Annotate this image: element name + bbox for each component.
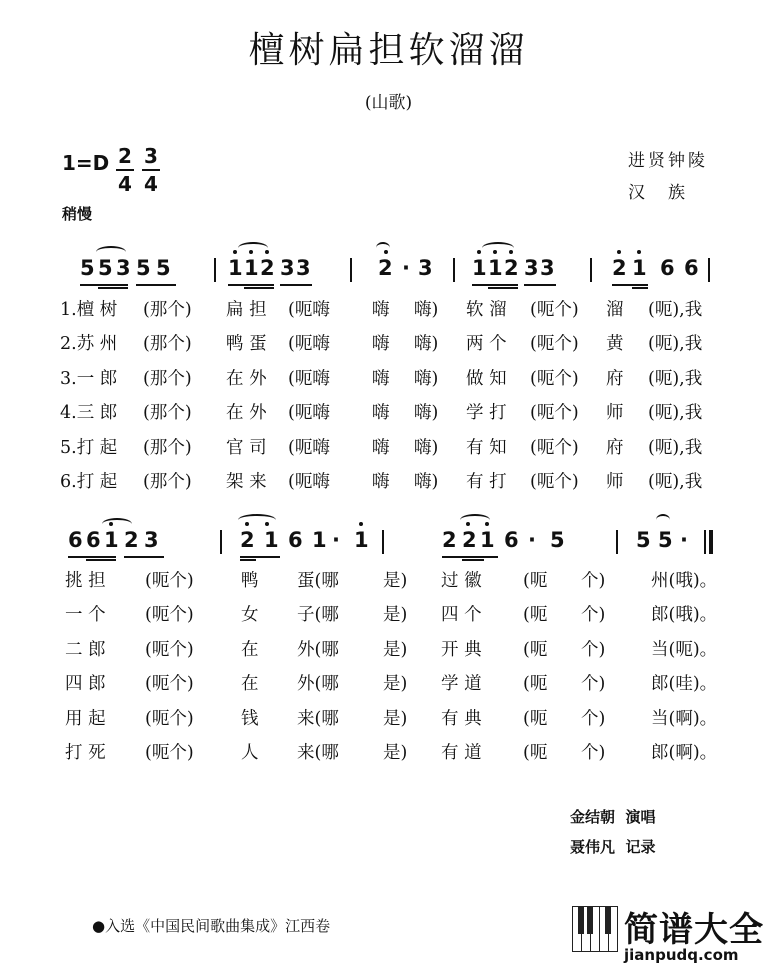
lyric-word: (呃嗨 xyxy=(288,368,330,389)
lyric-word: 在 外 xyxy=(226,403,267,424)
beam-underline xyxy=(280,284,312,286)
lyric-word: 是) xyxy=(383,674,408,695)
barline xyxy=(350,258,352,282)
beam-underline xyxy=(228,284,274,286)
lyric-word: (呃个) xyxy=(145,605,194,626)
lyric-word: 人 xyxy=(241,743,259,763)
lyric-word: 2.苏 州 xyxy=(60,334,118,355)
lyric-word: 来(哪 xyxy=(297,708,339,729)
lyric-word: (呃个) xyxy=(530,403,579,424)
lyric-word: 开 典 xyxy=(441,639,482,660)
lyric-word: 有 道 xyxy=(441,743,482,763)
lyric-word: 在 外 xyxy=(226,368,267,389)
lyric-word: (呃个) xyxy=(530,472,579,492)
lyric-word: 嗨 xyxy=(372,403,390,424)
note: 3 xyxy=(116,256,131,280)
beam-underline xyxy=(462,559,484,561)
octave-dot xyxy=(637,250,641,254)
beam-underline xyxy=(124,556,164,558)
lyric-word: 嗨) xyxy=(414,437,439,458)
lyric-word: 黄 xyxy=(606,334,624,355)
page-title: 檀树扁担软溜溜 xyxy=(248,30,529,71)
lyric-word: (呃 xyxy=(523,571,548,591)
lyric-word: (呃),我 xyxy=(648,334,703,355)
barline xyxy=(214,258,216,282)
notation-line-2 xyxy=(68,528,728,562)
note: 3 xyxy=(524,256,539,280)
note: 5 xyxy=(636,528,651,552)
lyric-word: (呃嗨 xyxy=(288,334,330,355)
lyric-word: (呃个) xyxy=(145,743,194,763)
time-signature-1: 2 4 xyxy=(116,144,134,196)
note: 5 xyxy=(156,256,171,280)
lyric-word: 扁 担 xyxy=(226,300,267,320)
barline xyxy=(708,258,710,282)
note: 2 xyxy=(442,528,457,552)
lyric-word: 郎(哇)。 xyxy=(651,674,718,695)
beam-underline xyxy=(136,284,176,286)
logo-text: 简谱大全 xyxy=(624,910,764,950)
slur-arc xyxy=(460,514,490,526)
lyric-word: 官 司 xyxy=(226,437,267,458)
lyric-word: 两 个 xyxy=(466,334,507,355)
lyric-word: 溜 xyxy=(606,300,624,320)
lyric-word: 嗨) xyxy=(414,334,439,355)
lyric-word: (呃个) xyxy=(530,300,579,320)
lyric-word: 在 xyxy=(241,639,259,660)
lyric-word: 当(呃)。 xyxy=(651,639,718,660)
lyric-word: 鸭 蛋 xyxy=(226,334,267,355)
note: 1 xyxy=(480,528,495,552)
lyric-word: 女 xyxy=(241,605,259,626)
note: 3 xyxy=(418,256,433,280)
lyric-word: 嗨) xyxy=(414,472,439,492)
piano-keys-icon xyxy=(572,906,616,950)
lyric-word: 钱 xyxy=(241,708,259,729)
lyric-word: 一 个 xyxy=(65,605,106,626)
lyric-word: 府 xyxy=(606,368,624,389)
notation-line-1 xyxy=(80,256,730,290)
lyric-word: 有 典 xyxy=(441,708,482,729)
lyric-word: 软 溜 xyxy=(466,300,507,320)
lyric-word: (呃),我 xyxy=(648,300,703,320)
lyric-word: (那个) xyxy=(143,368,192,389)
lyric-word: 1.檀 树 xyxy=(60,300,118,320)
lyric-word: 嗨 xyxy=(372,300,390,320)
lyric-word: 是) xyxy=(383,571,408,591)
note: 1 xyxy=(264,528,279,552)
slur-arc xyxy=(376,242,390,254)
lyric-word: (呃 xyxy=(523,743,548,763)
barline xyxy=(220,530,222,554)
lyric-word: (呃),我 xyxy=(648,368,703,389)
lyric-word: 4.三 郎 xyxy=(60,403,118,424)
lyric-word: 个) xyxy=(581,743,606,763)
lyric-word: 外(哪 xyxy=(297,639,339,660)
lyric-word: (呃个) xyxy=(145,708,194,729)
lyric-word: (呃 xyxy=(523,639,548,660)
lyric-word: 师 xyxy=(606,403,624,424)
singer-credit: 金结朝 演唱 xyxy=(570,808,656,826)
lyric-word: 蛋(哪 xyxy=(297,571,339,591)
lyric-word: 学 打 xyxy=(466,403,507,424)
lyric-word: 嗨 xyxy=(372,437,390,458)
octave-dot xyxy=(477,250,481,254)
lyric-word: 有 知 xyxy=(466,437,507,458)
beam-underline xyxy=(524,284,556,286)
note: · xyxy=(528,528,536,552)
beam-underline xyxy=(86,559,116,561)
lyric-word: (呃 xyxy=(523,708,548,729)
lyric-word: (呃嗨 xyxy=(288,437,330,458)
lyric-word: 来(哪 xyxy=(297,743,339,763)
logo-url: jianpudq.com xyxy=(624,946,739,964)
lyric-word: 嗨) xyxy=(414,300,439,320)
note: 3 xyxy=(280,256,295,280)
recorder-credit: 聂伟凡 记录 xyxy=(570,838,656,856)
lyric-word: 郎(啊)。 xyxy=(651,743,718,763)
lyric-word: 嗨 xyxy=(372,334,390,355)
lyric-word: 鸭 xyxy=(241,571,259,591)
lyric-word: 个) xyxy=(581,674,606,695)
beam-underline xyxy=(244,287,274,289)
barline xyxy=(382,530,384,554)
lyric-word: (那个) xyxy=(143,403,192,424)
lyric-word: (呃个) xyxy=(145,571,194,591)
key-signature: 1=D xyxy=(62,151,110,175)
note: 3 xyxy=(144,528,159,552)
note: · xyxy=(332,528,340,552)
slur-arc xyxy=(656,514,670,526)
note: · xyxy=(402,256,410,280)
lyric-word: (呃个) xyxy=(530,334,579,355)
note: 6 xyxy=(288,528,303,552)
slur-arc xyxy=(102,518,132,530)
lyric-word: 个) xyxy=(581,708,606,729)
barline xyxy=(616,530,618,554)
note: 2 xyxy=(378,256,393,280)
lyric-word: 过 徽 xyxy=(441,571,482,591)
lyric-word: 做 知 xyxy=(466,368,507,389)
beam-underline xyxy=(80,284,128,286)
lyric-word: 3.一 郎 xyxy=(60,368,118,389)
barline xyxy=(590,258,592,282)
lyric-word: 州(哦)。 xyxy=(651,571,718,591)
lyric-word: 二 郎 xyxy=(65,639,106,660)
beam-underline xyxy=(612,284,648,286)
note: 6 xyxy=(68,528,83,552)
lyric-word: (那个) xyxy=(143,300,192,320)
note: 1 xyxy=(472,256,487,280)
lyric-word: 郎(哦)。 xyxy=(651,605,718,626)
lyric-word: (呃),我 xyxy=(648,472,703,492)
note: 2 xyxy=(462,528,477,552)
barline xyxy=(453,258,455,282)
note: 1 xyxy=(244,256,259,280)
lyric-word: 当(啊)。 xyxy=(651,708,718,729)
beam-underline xyxy=(68,556,116,558)
note: 6 xyxy=(86,528,101,552)
note: 5 xyxy=(658,528,673,552)
note: 5 xyxy=(550,528,565,552)
lyric-word: (呃 xyxy=(523,674,548,695)
note: 6 xyxy=(660,256,675,280)
origin-place: 进贤钟陵 xyxy=(628,151,708,171)
lyric-word: 是) xyxy=(383,708,408,729)
note: 6 xyxy=(504,528,519,552)
lyric-word: 子(哪 xyxy=(297,605,339,626)
lyric-word: 外(哪 xyxy=(297,674,339,695)
note: 1 xyxy=(104,528,119,552)
note: 1 xyxy=(632,256,647,280)
note: 1 xyxy=(228,256,243,280)
note: 1 xyxy=(488,256,503,280)
slur-arc xyxy=(96,246,126,258)
final-barline xyxy=(709,530,713,554)
time-signature-2: 3 4 xyxy=(142,144,160,196)
beam-underline xyxy=(240,556,280,558)
lyric-word: (呃嗨 xyxy=(288,300,330,320)
lyric-word: 有 打 xyxy=(466,472,507,492)
lyric-word: (呃个) xyxy=(145,674,194,695)
lyric-word: 四 个 xyxy=(441,605,482,626)
source-note: ●入选《中国民间歌曲集成》江西卷 xyxy=(92,917,331,935)
beam-underline xyxy=(98,287,128,289)
lyric-word: (呃 xyxy=(523,605,548,626)
genre-label: (山歌) xyxy=(364,93,413,113)
lyric-word: (呃个) xyxy=(530,437,579,458)
lyric-word: (呃),我 xyxy=(648,403,703,424)
lyric-word: (呃),我 xyxy=(648,437,703,458)
beam-underline xyxy=(472,284,518,286)
lyric-word: 府 xyxy=(606,437,624,458)
slur-arc xyxy=(238,242,268,254)
lyric-word: 是) xyxy=(383,639,408,660)
barline xyxy=(704,530,706,554)
slur-arc xyxy=(238,514,276,526)
beam-underline xyxy=(240,559,256,561)
site-logo xyxy=(572,902,772,970)
lyric-word: 个) xyxy=(581,605,606,626)
note: 1 xyxy=(354,528,369,552)
lyric-word: 嗨) xyxy=(414,403,439,424)
lyric-word: 四 郎 xyxy=(65,674,106,695)
octave-dot xyxy=(233,250,237,254)
lyric-word: 嗨 xyxy=(372,368,390,389)
lyric-word: (呃嗨 xyxy=(288,472,330,492)
note: 2 xyxy=(504,256,519,280)
octave-dot xyxy=(617,250,621,254)
note: 3 xyxy=(296,256,311,280)
lyric-word: 架 来 xyxy=(226,472,267,492)
lyric-word: 嗨) xyxy=(414,368,439,389)
beam-underline xyxy=(488,287,518,289)
lyric-word: 个) xyxy=(581,639,606,660)
lyric-word: 用 起 xyxy=(65,708,106,729)
lyric-word: 学 道 xyxy=(441,674,482,695)
beam-underline xyxy=(442,556,498,558)
note: 5 xyxy=(136,256,151,280)
lyric-word: (那个) xyxy=(143,437,192,458)
lyric-word: 打 死 xyxy=(65,743,106,763)
origin-ethnicity: 汉 族 xyxy=(628,183,688,203)
note: 5 xyxy=(98,256,113,280)
lyric-word: (呃嗨 xyxy=(288,403,330,424)
note: 5 xyxy=(80,256,95,280)
lyric-word: 是) xyxy=(383,743,408,763)
note: 2 xyxy=(612,256,627,280)
note: 6 xyxy=(684,256,699,280)
lyric-word: (那个) xyxy=(143,334,192,355)
octave-dot xyxy=(359,522,363,526)
lyric-word: 6.打 起 xyxy=(60,472,118,492)
slur-arc xyxy=(482,242,514,254)
lyric-word: 是) xyxy=(383,605,408,626)
lyric-word: 在 xyxy=(241,674,259,695)
note: · xyxy=(680,528,688,552)
note: 2 xyxy=(260,256,275,280)
note: 2 xyxy=(240,528,255,552)
note: 3 xyxy=(540,256,555,280)
lyric-word: 挑 担 xyxy=(65,571,106,591)
lyric-word: 5.打 起 xyxy=(60,437,118,458)
note: 2 xyxy=(124,528,139,552)
lyric-word: 个) xyxy=(581,571,606,591)
tempo-marking: 稍慢 xyxy=(62,205,93,223)
lyric-word: (那个) xyxy=(143,472,192,492)
lyric-word: 嗨 xyxy=(372,472,390,492)
beam-underline xyxy=(632,287,648,289)
lyric-word: 师 xyxy=(606,472,624,492)
lyric-word: (呃个) xyxy=(145,639,194,660)
lyric-word: (呃个) xyxy=(530,368,579,389)
note: 1 xyxy=(312,528,327,552)
